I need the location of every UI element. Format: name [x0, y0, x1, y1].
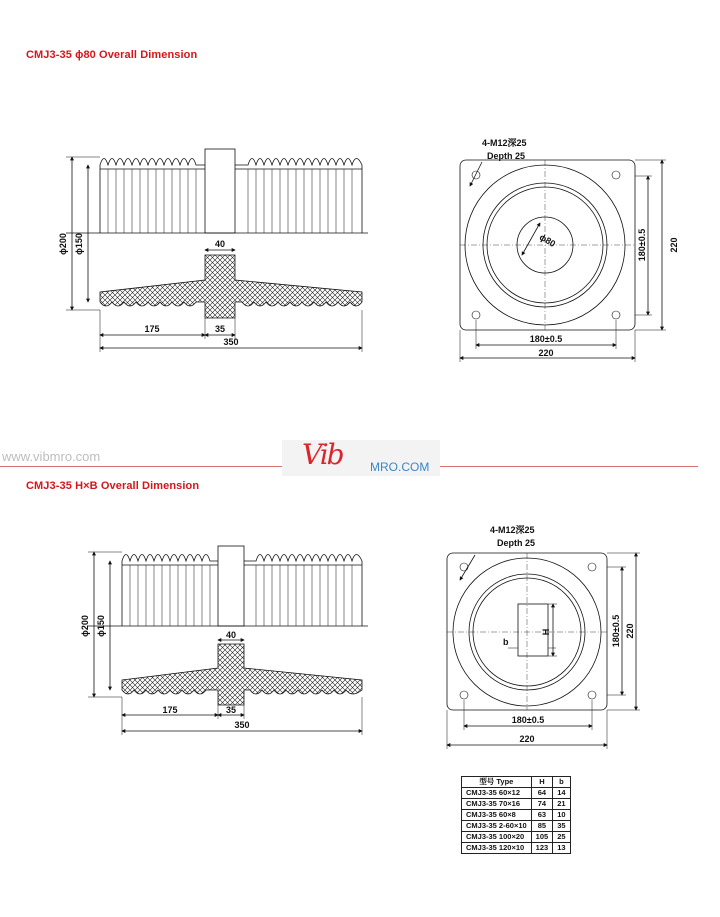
table-cell: 105 [531, 832, 553, 843]
depth-note: Depth 25 [497, 538, 536, 548]
table-row [462, 799, 571, 810]
table-cell: 85 [531, 821, 553, 832]
thread-note: 4-M12深25 [482, 138, 527, 148]
table-cell: CMJ3-35 70×16 [462, 799, 532, 810]
dim-width-35: 35 [225, 705, 237, 715]
table-header-row [462, 777, 571, 788]
table-header: b [553, 777, 570, 788]
table-row [462, 788, 571, 799]
table-cell: 13 [553, 843, 570, 854]
front-view-1 [460, 160, 666, 362]
table-row [462, 832, 571, 843]
section2-title: CMJ3-35 H×B Overall Dimension [26, 480, 200, 492]
dim-b: b [503, 637, 509, 647]
dim-diameter-150: ϕ150 [74, 233, 84, 255]
table-cell: 25 [553, 832, 570, 843]
thread-note: 4-M12深25 [490, 525, 535, 535]
table-cell: CMJ3-35 2-60×10 [462, 821, 532, 832]
table-row [462, 821, 571, 832]
table-row [462, 810, 571, 821]
table-cell: 63 [531, 810, 553, 821]
table-cell: 10 [553, 810, 570, 821]
table-cell: CMJ3-35 60×12 [462, 788, 532, 799]
table-cell: CMJ3-35 100×20 [462, 832, 532, 843]
section1-title: CMJ3-35 ϕ80 Overall Dimension [26, 49, 198, 61]
table-cell: 35 [553, 821, 570, 832]
dim-bolt-width: 180±0.5 [529, 334, 563, 344]
dim-width-35: 35 [214, 324, 226, 334]
dim-bolt-width: 180±0.5 [511, 715, 545, 725]
dim-bolt-height: 180±0.5 [611, 614, 621, 648]
table-cell: 64 [531, 788, 553, 799]
dim-width-40: 40 [225, 630, 237, 640]
watermark-url: www.vibmro.com [2, 449, 101, 464]
dim-bolt-height: 180±0.5 [637, 228, 647, 262]
dim-h: H [541, 628, 551, 636]
table-cell: 74 [531, 799, 553, 810]
watermark-logo-com: MRO.COM [370, 460, 430, 474]
type-dimension-table [461, 776, 571, 854]
table-cell: 21 [553, 799, 570, 810]
dim-plate-width: 220 [538, 348, 554, 358]
dim-diameter-200: ϕ200 [80, 615, 90, 637]
dim-plate-width: 220 [519, 734, 535, 744]
side-view-1 [66, 149, 368, 352]
dim-width-175: 175 [162, 705, 178, 715]
dim-width-350: 350 [234, 720, 250, 730]
table-cell: 123 [531, 843, 553, 854]
dim-plate-height: 220 [669, 237, 679, 253]
table-cell: CMJ3-35 120×10 [462, 843, 532, 854]
dim-diameter-80: ϕ80 [537, 231, 558, 249]
dim-width-40: 40 [214, 239, 226, 249]
table-header: 型号 Type [462, 777, 532, 788]
dim-width-350: 350 [223, 337, 239, 347]
table-cell: CMJ3-35 60×8 [462, 810, 532, 821]
dim-diameter-200: ϕ200 [58, 233, 68, 255]
depth-note: Depth 25 [487, 151, 526, 161]
table-header: H [531, 777, 553, 788]
dim-width-175: 175 [144, 324, 160, 334]
dim-diameter-150: ϕ150 [96, 615, 106, 637]
table-cell: 14 [553, 788, 570, 799]
watermark-logo-script: Vib [302, 438, 343, 471]
dim-plate-height: 220 [625, 623, 635, 639]
table-row [462, 843, 571, 854]
